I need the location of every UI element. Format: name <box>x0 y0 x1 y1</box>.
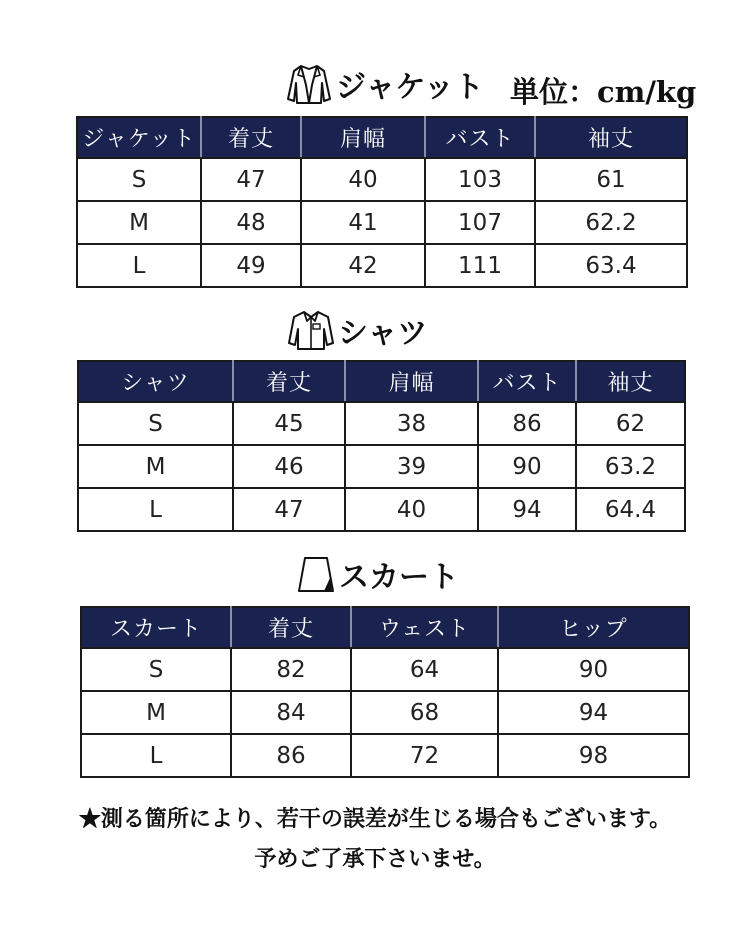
header-cell: 肩幅 <box>345 361 478 402</box>
value-cell: 86 <box>231 734 351 777</box>
size-cell: M <box>77 201 201 244</box>
header-cell: 袖丈 <box>535 117 687 158</box>
header-cell: 着丈 <box>231 607 351 648</box>
shirt-size-table <box>77 360 686 532</box>
value-cell: 86 <box>478 402 576 445</box>
value-cell: 64 <box>351 648 498 691</box>
size-cell: L <box>81 734 231 777</box>
header-cell: ジャケット <box>77 117 201 158</box>
value-cell: 107 <box>425 201 535 244</box>
value-cell: 49 <box>201 244 301 287</box>
header-cell: シャツ <box>78 361 233 402</box>
header-cell: バスト <box>425 117 535 158</box>
header-cell: 着丈 <box>201 117 301 158</box>
value-cell: 39 <box>345 445 478 488</box>
header-cell: スカート <box>81 607 231 648</box>
value-cell: 72 <box>351 734 498 777</box>
value-cell: 47 <box>201 158 301 201</box>
value-cell: 90 <box>498 648 689 691</box>
table-header-row <box>78 361 685 402</box>
table-row <box>77 158 687 201</box>
value-cell: 40 <box>301 158 425 201</box>
table-row <box>78 402 685 445</box>
value-cell: 48 <box>201 201 301 244</box>
header-cell: ウェスト <box>351 607 498 648</box>
unit-label: 単位：cm/kg <box>510 75 697 109</box>
value-cell: 84 <box>231 691 351 734</box>
table-row <box>81 691 689 734</box>
size-cell: L <box>77 244 201 287</box>
measurement-note-line-2: 予めご了承下さいませ。 <box>254 846 496 872</box>
shirt-section-title <box>288 308 427 352</box>
table-row <box>81 648 689 691</box>
value-cell: 41 <box>301 201 425 244</box>
value-cell: 103 <box>425 158 535 201</box>
table-row <box>77 201 687 244</box>
jacket-size-table <box>76 116 688 288</box>
table-row <box>78 445 685 488</box>
value-cell: 46 <box>233 445 345 488</box>
value-cell: 82 <box>231 648 351 691</box>
size-cell: M <box>81 691 231 734</box>
value-cell: 62 <box>576 402 685 445</box>
value-cell: 94 <box>478 488 576 531</box>
skirt-icon <box>297 554 335 594</box>
table-header-row <box>81 607 689 648</box>
header-cell: 着丈 <box>233 361 345 402</box>
measurement-note-line-1: ★測る箇所により、若干の誤差が生じる場合もございます。 <box>78 806 672 832</box>
size-cell: S <box>78 402 233 445</box>
value-cell: 111 <box>425 244 535 287</box>
table-row <box>81 734 689 777</box>
skirt-size-table <box>80 606 690 778</box>
skirt-section-title <box>297 552 459 596</box>
header-cell: 袖丈 <box>576 361 685 402</box>
size-cell: S <box>81 648 231 691</box>
table-header-row <box>77 117 687 158</box>
header-cell: バスト <box>478 361 576 402</box>
size-cell: L <box>78 488 233 531</box>
value-cell: 98 <box>498 734 689 777</box>
value-cell: 61 <box>535 158 687 201</box>
skirt-title-text: スカート <box>339 560 459 595</box>
value-cell: 90 <box>478 445 576 488</box>
value-cell: 63.4 <box>535 244 687 287</box>
size-cell: S <box>77 158 201 201</box>
value-cell: 63.2 <box>576 445 685 488</box>
jacket-title-text: ジャケット <box>336 70 484 105</box>
header-cell: 肩幅 <box>301 117 425 158</box>
value-cell: 62.2 <box>535 201 687 244</box>
header-cell: ヒップ <box>498 607 689 648</box>
value-cell: 64.4 <box>576 488 685 531</box>
table-row <box>77 244 687 287</box>
size-cell: M <box>78 445 233 488</box>
shirt-title-text: シャツ <box>338 316 428 351</box>
jacket-section-title <box>286 62 484 106</box>
value-cell: 94 <box>498 691 689 734</box>
value-cell: 40 <box>345 488 478 531</box>
value-cell: 47 <box>233 488 345 531</box>
value-cell: 42 <box>301 244 425 287</box>
shirt-icon <box>288 309 334 351</box>
table-row <box>78 488 685 531</box>
value-cell: 45 <box>233 402 345 445</box>
jacket-icon <box>286 63 332 105</box>
value-cell: 68 <box>351 691 498 734</box>
value-cell: 38 <box>345 402 478 445</box>
